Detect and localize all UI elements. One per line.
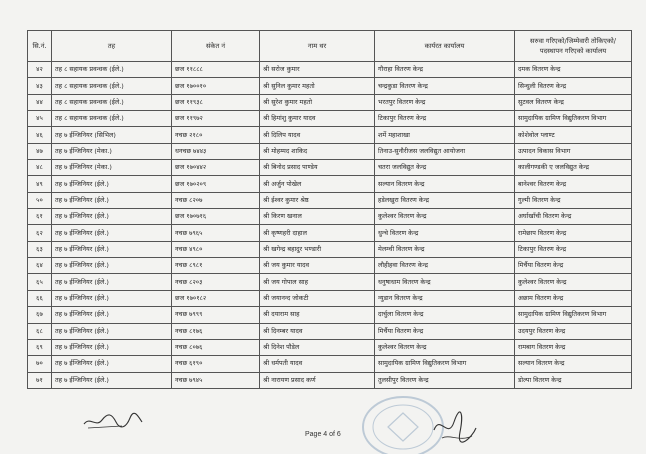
cell-code-number: नचछ ८०७६ [172, 339, 260, 355]
cell-serial-number: ६२ [28, 225, 52, 241]
cell-current-office: तिनाउ-सुनौरीजस जलविद्युत आयोजना [375, 143, 515, 159]
cell-transfer-office: टिकापुर वितरण केन्द्र [515, 241, 632, 257]
cell-transfer-office: सामुदायिक ग्रामिण विद्युतिकरण विभाग [515, 111, 632, 127]
cell-serial-number: ४३ [28, 78, 52, 94]
cell-code-number: छज १७०२०९ [172, 176, 260, 192]
cell-full-name: श्री खगेन्द्र बहादुर भण्डारी [260, 241, 375, 257]
header-full-name: नाम थर [260, 31, 375, 62]
cell-transfer-office: रामेछाप वितरण केन्द्र [515, 225, 632, 241]
cell-code-number: छज १७००१० [172, 78, 260, 94]
cell-current-office: भरतपुर वितरण केन्द्र [375, 94, 515, 110]
cell-serial-number: ४९ [28, 176, 52, 192]
cell-serial-number: ६८ [28, 323, 52, 339]
cell-current-office: दार्चुला वितरण केन्द्र [375, 307, 515, 323]
cell-level: तह ७ ईन्जिनियर (ईले.) [52, 176, 172, 192]
cell-serial-number: ४२ [28, 62, 52, 78]
cell-full-name: श्री जय कुमार यादव [260, 258, 375, 274]
cell-level: तह ७ ईन्जिनियर (ईले.) [52, 372, 172, 388]
cell-serial-number: ४८ [28, 160, 52, 176]
cell-level: तह ७ ईन्जिनियर (ईले.) [52, 241, 172, 257]
cell-transfer-office: सामुदायिक ग्रामिण विद्युतिकरण विभाग [515, 307, 632, 323]
cell-transfer-office: अर्घाखाँची वितरण केन्द्र [515, 209, 632, 225]
cell-full-name: श्री अर्जुन पोखेल [260, 176, 375, 192]
table-row [28, 372, 632, 388]
cell-level: तह ८ सहायक प्रवन्धक (ईले.) [52, 111, 172, 127]
cell-current-office: कुलेश्वर वितरण केन्द्र [375, 209, 515, 225]
table-row [28, 192, 632, 208]
cell-code-number: नचछ ७९६५ [172, 225, 260, 241]
cell-code-number: छज १७०४४२ [172, 160, 260, 176]
cell-transfer-office: बानेश्वर वितरण केन्द्र [515, 176, 632, 192]
table-body [28, 62, 632, 389]
cell-full-name: श्री जय गोपाल साह [260, 274, 375, 290]
cell-current-office: धनुषाधाम वितरण केन्द्र [375, 274, 515, 290]
cell-serial-number: ६९ [28, 339, 52, 355]
cell-code-number: नचछ ८२०७ [172, 192, 260, 208]
cell-full-name: श्री किरण खनाल [260, 209, 375, 225]
cell-code-number: छज ११९३८ [172, 94, 260, 110]
cell-level: तह ७ ईन्जिनियर (ईले.) [52, 192, 172, 208]
cell-code-number: नचछ ७९४५ [172, 372, 260, 388]
cell-serial-number: ४७ [28, 143, 52, 159]
table-row [28, 127, 632, 143]
cell-current-office: सामुदायिक ग्रामिण विद्युतिकरण विभाग [375, 356, 515, 372]
cell-transfer-office: सुटवल वितरण केन्द्र [515, 94, 632, 110]
cell-code-number: नचछ ८१७६ [172, 323, 260, 339]
cell-level: तह ८ सहायक प्रवन्धक (ईले.) [52, 62, 172, 78]
cell-transfer-office: सल्यान वितरण केन्द्र [515, 356, 632, 372]
cell-code-number: नचछ ७९९९ [172, 307, 260, 323]
table-row [28, 176, 632, 192]
cell-full-name: श्री दिनम्बर यादव [260, 323, 375, 339]
cell-level: तह ७ ईन्जिनियर (मेका.) [52, 143, 172, 159]
cell-full-name: श्री बिनोद प्रसाद पाण्डेय [260, 160, 375, 176]
cell-transfer-office: डोल्पा वितरण केन्द्र [515, 372, 632, 388]
cell-transfer-office: गुल्मी वितरण केन्द्र [515, 192, 632, 208]
cell-level: तह ७ ईन्जिनियर (ईले.) [52, 225, 172, 241]
cell-level: तह ७ ईन्जिनियर (ईले.) [52, 339, 172, 355]
signature-right-icon [430, 410, 480, 444]
cell-transfer-office: रामबाग वितरण केन्द्र [515, 339, 632, 355]
cell-current-office: तुलसीपुर वितरण केन्द्र [375, 372, 515, 388]
table-row [28, 241, 632, 257]
cell-current-office: न्युडान वितरण केन्द्र [375, 290, 515, 306]
cell-serial-number: ४४ [28, 94, 52, 110]
cell-code-number: नचछ ८२०३ [172, 274, 260, 290]
cell-full-name: श्री दिलिप यादव [260, 127, 375, 143]
cell-full-name: श्री दयाराम साह [260, 307, 375, 323]
cell-level: तह ७ ईन्जिनियर (ईले.) [52, 356, 172, 372]
cell-full-name: श्री सुरेश कुमार महतो [260, 94, 375, 110]
table-row [28, 258, 632, 274]
cell-level: तह ७ ईन्जिनियर (मेका.) [52, 160, 172, 176]
cell-current-office: सल्यान वितरण केन्द्र [375, 176, 515, 192]
cell-serial-number: ४६ [28, 127, 52, 143]
cell-full-name: श्री दिनेश पौडेल [260, 339, 375, 355]
cell-transfer-office: मिर्चैया वितरण केन्द्र [515, 258, 632, 274]
cell-transfer-office: कुलेश्वर वितरण केन्द्र [515, 274, 632, 290]
header-code-number: संकेत नं [172, 31, 260, 62]
header-current-office: कार्यरत कार्यालय [375, 31, 515, 62]
cell-serial-number: ६७ [28, 307, 52, 323]
cell-transfer-office: उत्पादन विकास विभाग [515, 143, 632, 159]
table-row [28, 339, 632, 355]
cell-transfer-office: दमक वितरण केन्द्र [515, 62, 632, 78]
cell-full-name: श्री जयानन्द जोकटी [260, 290, 375, 306]
table-header-row [28, 31, 632, 62]
cell-full-name: श्री मोहम्मद शाकिद [260, 143, 375, 159]
page-number: Page 4 of 6 [305, 431, 341, 438]
cell-current-office: टिकापुर वितरण केन्द्र [375, 111, 515, 127]
cell-transfer-office: सिन्धुली वितरण केन्द्र [515, 78, 632, 94]
table-row [28, 62, 632, 78]
table-row [28, 209, 632, 225]
signature-left-icon [82, 410, 144, 432]
table-row [28, 143, 632, 159]
cell-serial-number: ६३ [28, 241, 52, 257]
cell-full-name: श्री हिमांशु कुमार यादव [260, 111, 375, 127]
cell-serial-number: ७० [28, 356, 52, 372]
cell-level: तह ७ ईन्जिनियर (ईले.) [52, 274, 172, 290]
cell-full-name: श्री सरोज कुमार [260, 62, 375, 78]
cell-full-name: श्री कृष्णहरी दाहाल [260, 225, 375, 241]
cell-transfer-office: अछाम वितरण केन्द्र [515, 290, 632, 306]
cell-code-number: छज ११८८८ [172, 62, 260, 78]
table-row [28, 307, 632, 323]
cell-level: तह ८ सहायक प्रवन्धक (ईले.) [52, 78, 172, 94]
cell-code-number: छज १७०१८२ [172, 290, 260, 306]
cell-current-office: चन्द्रकुडा वितरण केन्द्र [375, 78, 515, 94]
cell-code-number: नचछ ८९८१ [172, 258, 260, 274]
cell-full-name: श्री सुनिल कुमार महतो [260, 78, 375, 94]
cell-current-office: लौहीहवा वितरण केन्द्र [375, 258, 515, 274]
cell-code-number: नचछ २१८० [172, 127, 260, 143]
cell-current-office: मिर्चैया वितरण केन्द्र [375, 323, 515, 339]
cell-serial-number: ६१ [28, 209, 52, 225]
cell-code-number: नचछ ६१९० [172, 356, 260, 372]
cell-code-number: धनचछ ७४४३ [172, 143, 260, 159]
cell-current-office: धुन्चे वितरण केन्द्र [375, 225, 515, 241]
table-row [28, 94, 632, 110]
cell-current-office: गौराहा वितरण केन्द्र [375, 62, 515, 78]
table-row [28, 160, 632, 176]
cell-transfer-office: उदयपुर वितरण केन्द्र [515, 323, 632, 339]
cell-serial-number: ४५ [28, 111, 52, 127]
table-row [28, 356, 632, 372]
table-row [28, 111, 632, 127]
header-level: तह [52, 31, 172, 62]
cell-serial-number: ६४ [28, 258, 52, 274]
cell-level: तह ७ ईन्जिनियर (ईले.) [52, 290, 172, 306]
cell-current-office: मेलम्ची वितरण केन्द्र [375, 241, 515, 257]
cell-level: तह ७ ईन्जिनियर (ईले.) [52, 209, 172, 225]
cell-current-office: हडेलखुरा वितरण केन्द्र [375, 192, 515, 208]
cell-current-office: चतरा जलविद्युत केन्द्र [375, 160, 515, 176]
cell-serial-number: ५० [28, 192, 52, 208]
cell-code-number: नचछ ४९८० [172, 241, 260, 257]
header-serial-number: सि.नं. [28, 31, 52, 62]
cell-code-number: छज १७०७१६ [172, 209, 260, 225]
cell-full-name: श्री ईश्वर कुमार श्रेष्ठ [260, 192, 375, 208]
cell-serial-number: ६६ [28, 290, 52, 306]
cell-level: तह ७ ईन्जिनियर (ईले.) [52, 258, 172, 274]
staff-transfer-table [27, 30, 632, 389]
table-row [28, 78, 632, 94]
cell-transfer-office: कालीगण्डकी ए जलविद्युत केन्द्र [515, 160, 632, 176]
table-row [28, 274, 632, 290]
cell-current-office: शर्मे महाशाखा [375, 127, 515, 143]
cell-level: तह ८ सहायक प्रवन्धक (ईले.) [52, 94, 172, 110]
cell-level: तह ७ ईन्जिनियर (ईले.) [52, 323, 172, 339]
cell-level: तह ७ ईन्जिनियर (ईले.) [52, 307, 172, 323]
table-row [28, 323, 632, 339]
cell-serial-number: ६५ [28, 274, 52, 290]
table-row [28, 290, 632, 306]
cell-code-number: छज ११९७२ [172, 111, 260, 127]
cell-level: तह ७ ईन्जिनियर (सिभिल) [52, 127, 172, 143]
cell-full-name: श्री धर्मपती यादव [260, 356, 375, 372]
cell-serial-number: ७१ [28, 372, 52, 388]
header-transfer-office: सरुवा गरिएको/जिम्मेवारी तोकिएको/ पदस्थापन गरिएको कार्यालय [515, 31, 632, 62]
cell-current-office: कुलेश्वर वितरण केन्द्र [375, 339, 515, 355]
cell-transfer-office: कोशेवोल प्लाण्ट [515, 127, 632, 143]
table-row [28, 225, 632, 241]
cell-full-name: श्री नारायण प्रसाद कर्ण [260, 372, 375, 388]
